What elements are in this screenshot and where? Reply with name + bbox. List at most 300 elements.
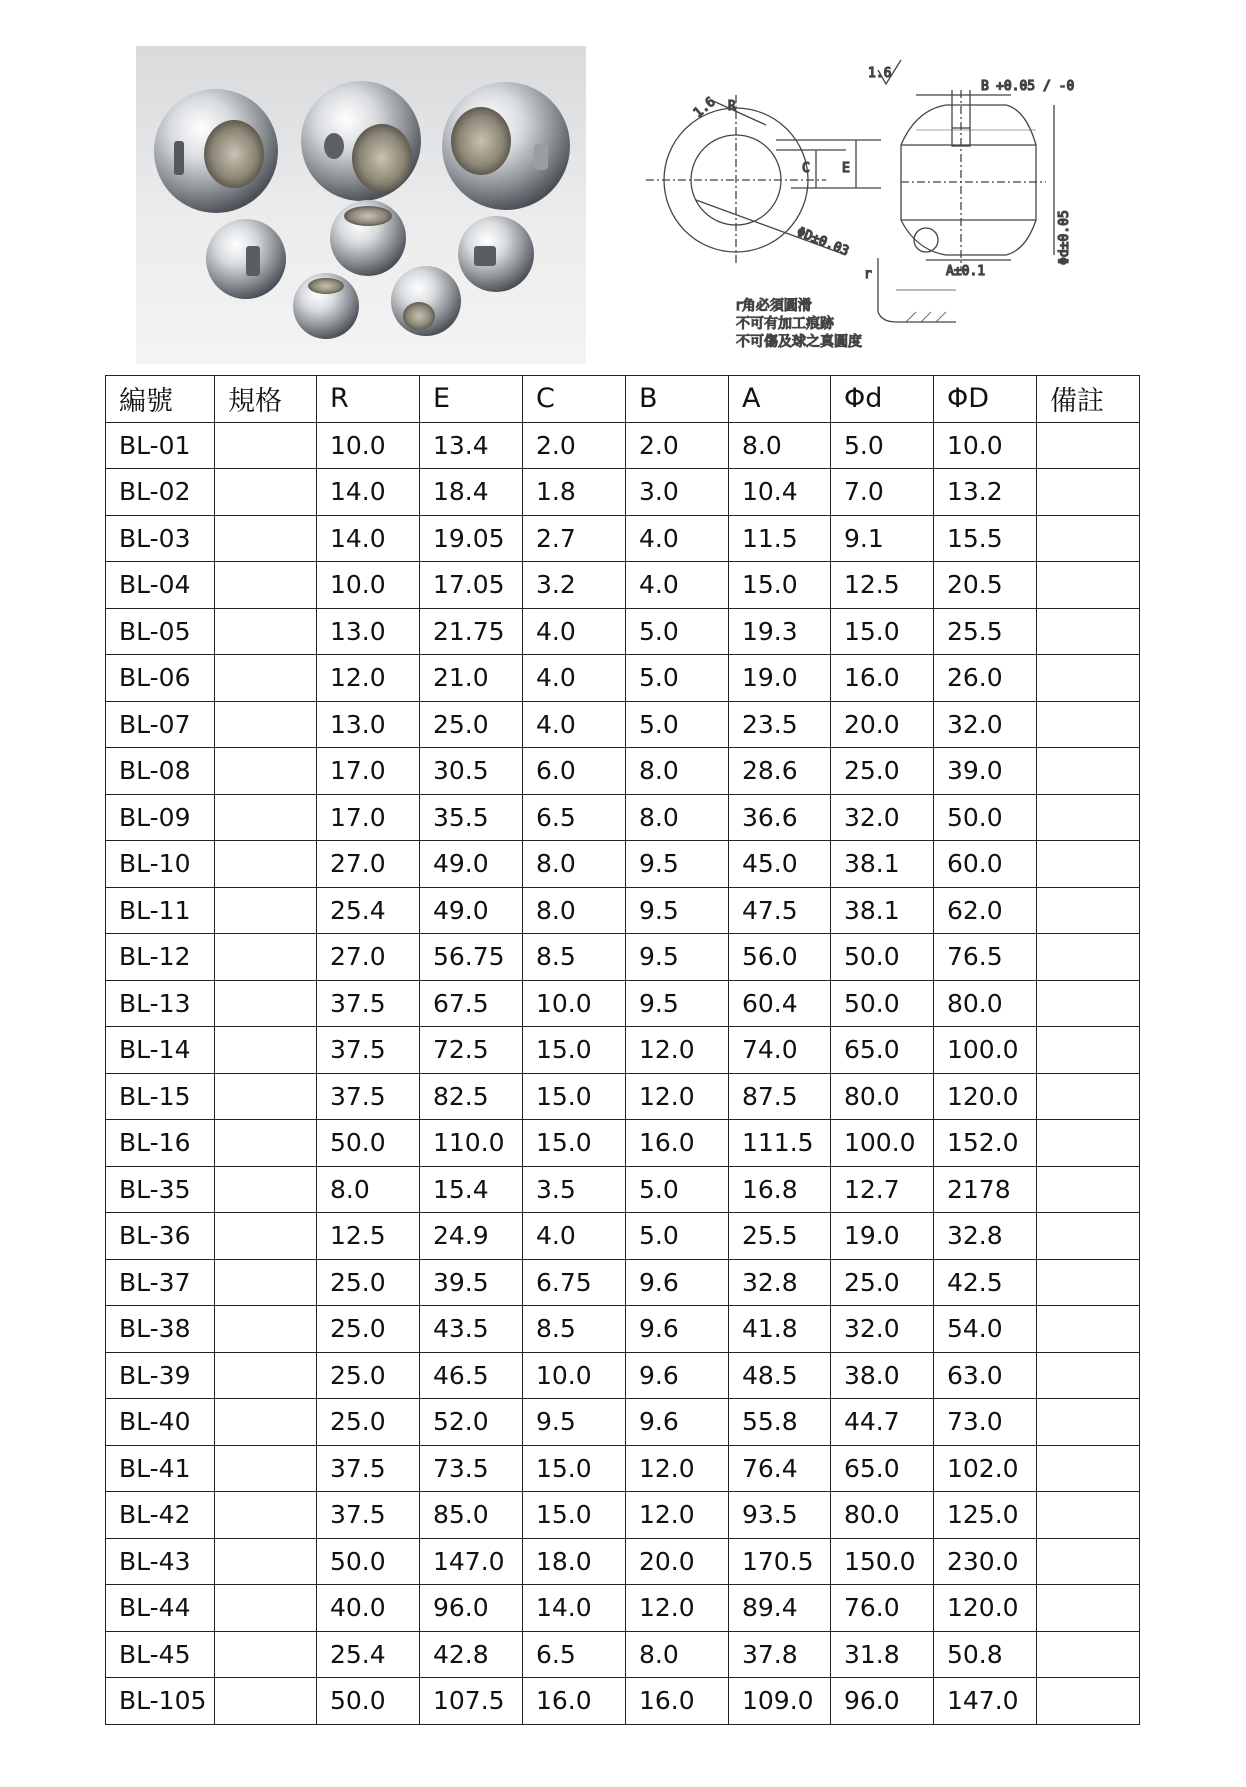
cell-a: 87.5: [729, 1073, 831, 1120]
cell-spec: [215, 1166, 317, 1213]
cell-b: 5.0: [626, 1166, 729, 1213]
cell-bore-diameter: 7.0: [831, 469, 934, 516]
header-c: C: [523, 376, 626, 423]
cell-spec: [215, 1585, 317, 1632]
cell-b: 8.0: [626, 1631, 729, 1678]
cell-remarks: [1037, 1678, 1140, 1725]
cell-b: 2.0: [626, 422, 729, 469]
cell-c: 15.0: [523, 1445, 626, 1492]
cell-a: 170.5: [729, 1538, 831, 1585]
cell-r: 37.5: [317, 1492, 420, 1539]
cell-e: 147.0: [420, 1538, 523, 1585]
table-row: [106, 841, 1140, 888]
cell-outer-diameter: 54.0: [934, 1306, 1037, 1353]
cell-r: 14.0: [317, 469, 420, 516]
cell-r: 13.0: [317, 608, 420, 655]
cell-spec: [215, 701, 317, 748]
product-photo: [136, 46, 586, 364]
cell-remarks: [1037, 841, 1140, 888]
outer-diameter-tolerance: ΦD±0.03: [794, 224, 851, 260]
cell-a: 111.5: [729, 1120, 831, 1167]
cell-remarks: [1037, 748, 1140, 795]
cell-b: 8.0: [626, 748, 729, 795]
header-remarks: 備註: [1037, 376, 1140, 423]
cell-outer-diameter: 50.0: [934, 794, 1037, 841]
cell-outer-diameter: 32.0: [934, 701, 1037, 748]
table-row: [106, 1585, 1140, 1632]
cell-outer-diameter: 80.0: [934, 980, 1037, 1027]
cell-b: 12.0: [626, 1073, 729, 1120]
roughness-symbol-label: 1.6: [868, 66, 892, 81]
cell-e: 42.8: [420, 1631, 523, 1678]
cell-e: 25.0: [420, 701, 523, 748]
cell-a: 15.0: [729, 562, 831, 609]
table-row: [106, 1492, 1140, 1539]
cell-id: BL-12: [106, 934, 215, 981]
cell-id: BL-43: [106, 1538, 215, 1585]
cell-c: 8.0: [523, 887, 626, 934]
cell-a: 56.0: [729, 934, 831, 981]
cell-outer-diameter: 20.5: [934, 562, 1037, 609]
cell-a: 41.8: [729, 1306, 831, 1353]
cell-remarks: [1037, 1213, 1140, 1260]
cell-r: 25.4: [317, 1631, 420, 1678]
cell-c: 6.0: [523, 748, 626, 795]
cell-remarks: [1037, 1352, 1140, 1399]
table-row: [106, 1678, 1140, 1725]
cell-remarks: [1037, 1120, 1140, 1167]
cell-r: 25.0: [317, 1259, 420, 1306]
cell-bore-diameter: 9.1: [831, 515, 934, 562]
cell-bore-diameter: 15.0: [831, 608, 934, 655]
cell-a: 55.8: [729, 1399, 831, 1446]
valve-ball-large-right: [442, 82, 570, 210]
cell-a: 36.6: [729, 794, 831, 841]
cell-spec: [215, 562, 317, 609]
cell-a: 74.0: [729, 1027, 831, 1074]
table-row: [106, 1073, 1140, 1120]
cell-b: 12.0: [626, 1445, 729, 1492]
cell-c: 18.0: [523, 1538, 626, 1585]
cell-r: 37.5: [317, 980, 420, 1027]
cell-remarks: [1037, 608, 1140, 655]
cell-b: 5.0: [626, 655, 729, 702]
cell-b: 9.5: [626, 841, 729, 888]
cell-spec: [215, 980, 317, 1027]
drawing-note-2: 不可有加工痕跡: [736, 316, 834, 332]
cell-b: 9.5: [626, 934, 729, 981]
cell-c: 10.0: [523, 1352, 626, 1399]
cell-remarks: [1037, 1399, 1140, 1446]
cell-c: 4.0: [523, 701, 626, 748]
cell-bore-diameter: 38.0: [831, 1352, 934, 1399]
cell-outer-diameter: 147.0: [934, 1678, 1037, 1725]
cell-remarks: [1037, 1166, 1140, 1213]
valve-ball-large-middle: [301, 81, 421, 201]
cell-remarks: [1037, 794, 1140, 841]
cell-r: 25.0: [317, 1306, 420, 1353]
cell-bore-diameter: 150.0: [831, 1538, 934, 1585]
cell-e: 49.0: [420, 841, 523, 888]
cell-bore-diameter: 96.0: [831, 1678, 934, 1725]
table-row: [106, 1120, 1140, 1167]
cell-remarks: [1037, 701, 1140, 748]
cell-b: 4.0: [626, 515, 729, 562]
cell-bore-diameter: 38.1: [831, 887, 934, 934]
side-view: [901, 90, 1054, 270]
cell-e: 110.0: [420, 1120, 523, 1167]
cell-outer-diameter: 10.0: [934, 422, 1037, 469]
cell-id: BL-06: [106, 655, 215, 702]
cell-b: 9.5: [626, 887, 729, 934]
cell-c: 16.0: [523, 1678, 626, 1725]
cell-id: BL-01: [106, 422, 215, 469]
cell-spec: [215, 1631, 317, 1678]
cell-b: 8.0: [626, 794, 729, 841]
cell-outer-diameter: 2178: [934, 1166, 1037, 1213]
cell-spec: [215, 655, 317, 702]
cell-spec: [215, 1492, 317, 1539]
cell-id: BL-35: [106, 1166, 215, 1213]
cell-c: 4.0: [523, 655, 626, 702]
cell-a: 25.5: [729, 1213, 831, 1260]
table-body: [106, 422, 1140, 1724]
cell-bore-diameter: 38.1: [831, 841, 934, 888]
header-a: A: [729, 376, 831, 423]
cell-remarks: [1037, 562, 1140, 609]
cell-bore-diameter: 50.0: [831, 934, 934, 981]
cell-e: 35.5: [420, 794, 523, 841]
header-bore-diameter: Φd: [831, 376, 934, 423]
cell-remarks: [1037, 1027, 1140, 1074]
cell-a: 19.0: [729, 655, 831, 702]
dimension-e-label: E: [842, 161, 850, 176]
cell-b: 3.0: [626, 469, 729, 516]
table-row: [106, 701, 1140, 748]
cell-outer-diameter: 15.5: [934, 515, 1037, 562]
header-outer-diameter: ΦD: [934, 376, 1037, 423]
cell-bore-diameter: 80.0: [831, 1492, 934, 1539]
cell-outer-diameter: 13.2: [934, 469, 1037, 516]
cell-b: 4.0: [626, 562, 729, 609]
cell-outer-diameter: 50.8: [934, 1631, 1037, 1678]
cell-c: 6.5: [523, 794, 626, 841]
cell-remarks: [1037, 1585, 1140, 1632]
cell-outer-diameter: 102.0: [934, 1445, 1037, 1492]
cell-bore-diameter: 32.0: [831, 1306, 934, 1353]
cell-a: 37.8: [729, 1631, 831, 1678]
cell-spec: [215, 841, 317, 888]
cell-spec: [215, 422, 317, 469]
cell-b: 9.6: [626, 1352, 729, 1399]
cell-bore-diameter: 100.0: [831, 1120, 934, 1167]
cell-e: 73.5: [420, 1445, 523, 1492]
cell-b: 9.5: [626, 980, 729, 1027]
cell-e: 17.05: [420, 562, 523, 609]
cell-r: 17.0: [317, 794, 420, 841]
header-spec: 規格: [215, 376, 317, 423]
radius-label: R: [728, 99, 736, 114]
table-row: [106, 655, 1140, 702]
cell-r: 10.0: [317, 422, 420, 469]
cell-r: 10.0: [317, 562, 420, 609]
valve-ball-large-left: [154, 89, 278, 213]
cell-r: 17.0: [317, 748, 420, 795]
cell-c: 6.75: [523, 1259, 626, 1306]
cell-b: 9.6: [626, 1259, 729, 1306]
header-b: B: [626, 376, 729, 423]
cell-bore-diameter: 12.5: [831, 562, 934, 609]
cell-a: 19.3: [729, 608, 831, 655]
table-row: [106, 1166, 1140, 1213]
cell-spec: [215, 1445, 317, 1492]
cell-remarks: [1037, 980, 1140, 1027]
cell-outer-diameter: 120.0: [934, 1073, 1037, 1120]
table-row: [106, 934, 1140, 981]
cell-id: BL-14: [106, 1027, 215, 1074]
cell-id: BL-03: [106, 515, 215, 562]
cell-e: 21.75: [420, 608, 523, 655]
cell-remarks: [1037, 887, 1140, 934]
cell-b: 16.0: [626, 1120, 729, 1167]
cell-e: 107.5: [420, 1678, 523, 1725]
cell-bore-diameter: 16.0: [831, 655, 934, 702]
cell-e: 82.5: [420, 1073, 523, 1120]
cell-bore-diameter: 25.0: [831, 1259, 934, 1306]
bore-diameter-tolerance: Φd±0.05: [1057, 210, 1072, 265]
cell-a: 47.5: [729, 887, 831, 934]
cell-c: 9.5: [523, 1399, 626, 1446]
cell-bore-diameter: 65.0: [831, 1027, 934, 1074]
table-row: [106, 1538, 1140, 1585]
table-row: [106, 1631, 1140, 1678]
cell-b: 12.0: [626, 1027, 729, 1074]
cell-spec: [215, 1352, 317, 1399]
cell-e: 46.5: [420, 1352, 523, 1399]
table-row: [106, 1027, 1140, 1074]
cell-e: 21.0: [420, 655, 523, 702]
table-row: [106, 887, 1140, 934]
cell-remarks: [1037, 655, 1140, 702]
cell-c: 8.5: [523, 1306, 626, 1353]
cell-r: 12.5: [317, 1213, 420, 1260]
cell-a: 32.8: [729, 1259, 831, 1306]
cell-e: 56.75: [420, 934, 523, 981]
cell-id: BL-08: [106, 748, 215, 795]
cell-b: 5.0: [626, 1213, 729, 1260]
cell-b: 16.0: [626, 1678, 729, 1725]
cell-remarks: [1037, 1631, 1140, 1678]
cell-outer-diameter: 62.0: [934, 887, 1037, 934]
cell-a: 109.0: [729, 1678, 831, 1725]
cell-e: 13.4: [420, 422, 523, 469]
cell-e: 30.5: [420, 748, 523, 795]
valve-ball-small-3: [458, 216, 534, 292]
cell-bore-diameter: 25.0: [831, 748, 934, 795]
valve-ball-small-4: [293, 273, 359, 339]
spec-table: [105, 375, 1140, 1725]
cell-c: 3.2: [523, 562, 626, 609]
dimension-b-tolerance: +0.05 / -0: [996, 79, 1075, 94]
cell-spec: [215, 1306, 317, 1353]
cell-bore-diameter: 50.0: [831, 980, 934, 1027]
cell-spec: [215, 1399, 317, 1446]
cell-id: BL-40: [106, 1399, 215, 1446]
cell-r: 40.0: [317, 1585, 420, 1632]
technical-drawing: [616, 50, 1096, 360]
dimension-a-tolerance: A±0.1: [946, 264, 986, 279]
cell-outer-diameter: 152.0: [934, 1120, 1037, 1167]
drawing-note-3: 不可傷及球之真圓度: [736, 334, 862, 350]
cell-r: 25.0: [317, 1399, 420, 1446]
valve-ball-small-5: [391, 266, 461, 336]
cell-r: 37.5: [317, 1073, 420, 1120]
table-row: [106, 1259, 1140, 1306]
cell-outer-diameter: 100.0: [934, 1027, 1037, 1074]
cell-id: BL-38: [106, 1306, 215, 1353]
cell-spec: [215, 887, 317, 934]
cell-id: BL-13: [106, 980, 215, 1027]
cell-remarks: [1037, 422, 1140, 469]
cell-id: BL-07: [106, 701, 215, 748]
drawing-note-1: r角必須圓滑: [736, 298, 812, 314]
cell-e: 43.5: [420, 1306, 523, 1353]
table-header-row: [106, 376, 1140, 423]
cell-c: 8.5: [523, 934, 626, 981]
cell-e: 72.5: [420, 1027, 523, 1074]
cell-a: 76.4: [729, 1445, 831, 1492]
cell-b: 20.0: [626, 1538, 729, 1585]
cell-bore-diameter: 19.0: [831, 1213, 934, 1260]
table-row: [106, 608, 1140, 655]
cell-remarks: [1037, 1306, 1140, 1353]
cell-id: BL-39: [106, 1352, 215, 1399]
cell-r: 25.4: [317, 887, 420, 934]
cell-a: 28.6: [729, 748, 831, 795]
cell-remarks: [1037, 1073, 1140, 1120]
chamfer-label: 1.6: [690, 94, 719, 122]
small-r-label: r: [864, 267, 872, 282]
header-e: E: [420, 376, 523, 423]
cell-outer-diameter: 32.8: [934, 1213, 1037, 1260]
cell-e: 24.9: [420, 1213, 523, 1260]
cell-a: 93.5: [729, 1492, 831, 1539]
cell-e: 96.0: [420, 1585, 523, 1632]
cell-e: 49.0: [420, 887, 523, 934]
cell-b: 5.0: [626, 701, 729, 748]
cell-spec: [215, 608, 317, 655]
cell-r: 12.0: [317, 655, 420, 702]
table-row: [106, 469, 1140, 516]
cell-a: 60.4: [729, 980, 831, 1027]
cell-id: BL-16: [106, 1120, 215, 1167]
cell-c: 14.0: [523, 1585, 626, 1632]
cell-outer-diameter: 120.0: [934, 1585, 1037, 1632]
cell-e: 19.05: [420, 515, 523, 562]
cell-c: 10.0: [523, 980, 626, 1027]
cell-b: 9.6: [626, 1306, 729, 1353]
dimension-b-label: B: [981, 79, 989, 94]
cell-spec: [215, 1213, 317, 1260]
cell-spec: [215, 1259, 317, 1306]
cell-a: 11.5: [729, 515, 831, 562]
cell-spec: [215, 1120, 317, 1167]
cell-c: 15.0: [523, 1492, 626, 1539]
cell-c: 4.0: [523, 1213, 626, 1260]
cell-bore-diameter: 20.0: [831, 701, 934, 748]
cell-r: 8.0: [317, 1166, 420, 1213]
table-row: [106, 794, 1140, 841]
cell-bore-diameter: 32.0: [831, 794, 934, 841]
cell-b: 9.6: [626, 1399, 729, 1446]
table-row: [106, 1306, 1140, 1353]
cell-outer-diameter: 26.0: [934, 655, 1037, 702]
table-row: [106, 515, 1140, 562]
cell-r: 27.0: [317, 934, 420, 981]
front-view: [646, 95, 881, 265]
cell-b: 12.0: [626, 1492, 729, 1539]
cell-b: 12.0: [626, 1585, 729, 1632]
cell-r: 25.0: [317, 1352, 420, 1399]
cell-c: 15.0: [523, 1073, 626, 1120]
cell-b: 5.0: [626, 608, 729, 655]
cell-a: 8.0: [729, 422, 831, 469]
cell-bore-diameter: 12.7: [831, 1166, 934, 1213]
header-id: 編號: [106, 376, 215, 423]
table-row: [106, 1352, 1140, 1399]
cell-outer-diameter: 63.0: [934, 1352, 1037, 1399]
cell-c: 2.7: [523, 515, 626, 562]
cell-e: 18.4: [420, 469, 523, 516]
cell-bore-diameter: 76.0: [831, 1585, 934, 1632]
cell-c: 1.8: [523, 469, 626, 516]
table-row: [106, 1213, 1140, 1260]
table-row: [106, 562, 1140, 609]
cell-remarks: [1037, 515, 1140, 562]
cell-e: 85.0: [420, 1492, 523, 1539]
dimension-c-label: C: [802, 161, 810, 176]
cell-c: 3.5: [523, 1166, 626, 1213]
cell-outer-diameter: 73.0: [934, 1399, 1037, 1446]
cell-r: 14.0: [317, 515, 420, 562]
cell-a: 10.4: [729, 469, 831, 516]
cell-id: BL-04: [106, 562, 215, 609]
cell-bore-diameter: 31.8: [831, 1631, 934, 1678]
cell-id: BL-37: [106, 1259, 215, 1306]
valve-ball-small-2: [330, 200, 406, 276]
cell-id: BL-10: [106, 841, 215, 888]
table-row: [106, 422, 1140, 469]
cell-e: 67.5: [420, 980, 523, 1027]
cell-id: BL-02: [106, 469, 215, 516]
cell-id: BL-105: [106, 1678, 215, 1725]
cell-c: 8.0: [523, 841, 626, 888]
cell-remarks: [1037, 469, 1140, 516]
table-row: [106, 1445, 1140, 1492]
cell-r: 37.5: [317, 1445, 420, 1492]
cell-a: 16.8: [729, 1166, 831, 1213]
cell-remarks: [1037, 934, 1140, 981]
cell-id: BL-36: [106, 1213, 215, 1260]
cell-outer-diameter: 125.0: [934, 1492, 1037, 1539]
cell-spec: [215, 1678, 317, 1725]
cell-outer-diameter: 76.5: [934, 934, 1037, 981]
cell-outer-diameter: 42.5: [934, 1259, 1037, 1306]
cell-c: 4.0: [523, 608, 626, 655]
header-r: R: [317, 376, 420, 423]
cell-c: 6.5: [523, 1631, 626, 1678]
cell-spec: [215, 1538, 317, 1585]
